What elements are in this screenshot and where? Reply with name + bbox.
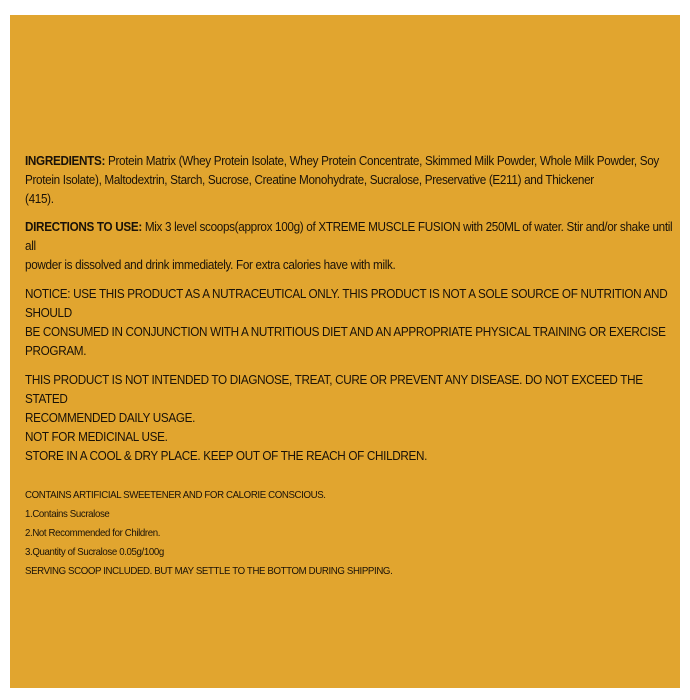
- sweetener-line-5: SERVING SCOOP INCLUDED. BUT MAY SETTLE TO THE BOTTOM DURING SHIPPING.: [25, 566, 393, 577]
- warning-line-1: THIS PRODUCT IS NOT INTENDED TO DIAGNOSE, TREAT, CURE OR PREVENT ANY DISEASE. DO NOT EXCEED THE STATED: [25, 373, 643, 406]
- ingredients-section: [25, 152, 676, 209]
- sweetener-line-2: 1.Contains Sucralose: [25, 509, 110, 520]
- label-panel: [10, 15, 680, 688]
- notice-line-1: NOTICE: USE THIS PRODUCT AS A NUTRACEUTICAL ONLY. THIS PRODUCT IS NOT A SOLE SOURCE OF NUTRITION AND SHOULD: [25, 287, 668, 320]
- ingredients-line-3: (415).: [25, 192, 54, 206]
- warning-line-2: RECOMMENDED DAILY USAGE.: [25, 411, 196, 425]
- notice-line-2: BE CONSUMED IN CONJUNCTION WITH A NUTRITIOUS DIET AND AN APPROPRIATE PHYSICAL TRAINING OR EXERCISE PROGRAM.: [25, 325, 666, 358]
- label-text-block: [25, 152, 676, 581]
- warning-line-4: STORE IN A COOL & DRY PLACE. KEEP OUT OF THE REACH OF CHILDREN.: [25, 449, 428, 463]
- sweetener-section: [25, 486, 676, 581]
- directions-line-2: powder is dissolved and drink immediately. For extra calories have with milk.: [25, 258, 396, 272]
- ingredients-text-1: Protein Matrix (Whey Protein Isolate, Whey Protein Concentrate, Skimmed Milk Powder, Whole Milk Powder, Soy: [105, 154, 659, 168]
- directions-line-1: [25, 218, 676, 256]
- sweetener-line-3: 2.Not Recommended for Children.: [25, 528, 161, 539]
- ingredients-line-1: [25, 152, 676, 171]
- sweetener-line-1: CONTAINS ARTIFICIAL SWEETENER AND FOR CALORIE CONSCIOUS.: [25, 490, 326, 501]
- sweetener-line-4: 3.Quantity of Sucralose 0.05g/100g: [25, 547, 164, 558]
- notice-section: [25, 285, 676, 361]
- directions-section: [25, 218, 676, 275]
- warning-section: [25, 371, 676, 466]
- ingredients-heading: INGREDIENTS:: [25, 154, 106, 168]
- warning-line-3: NOT FOR MEDICINAL USE.: [25, 430, 168, 444]
- directions-text-1: Mix 3 level scoops(approx 100g) of XTREME MUSCLE FUSION with 250ML of water. Stir and/or shake until all: [25, 220, 673, 253]
- directions-heading: DIRECTIONS TO USE:: [25, 220, 142, 234]
- ingredients-line-2: Protein Isolate), Maltodextrin, Starch, Sucrose, Creatine Monohydrate, Sucralose, Preservative (E211) and Thickener: [25, 173, 594, 187]
